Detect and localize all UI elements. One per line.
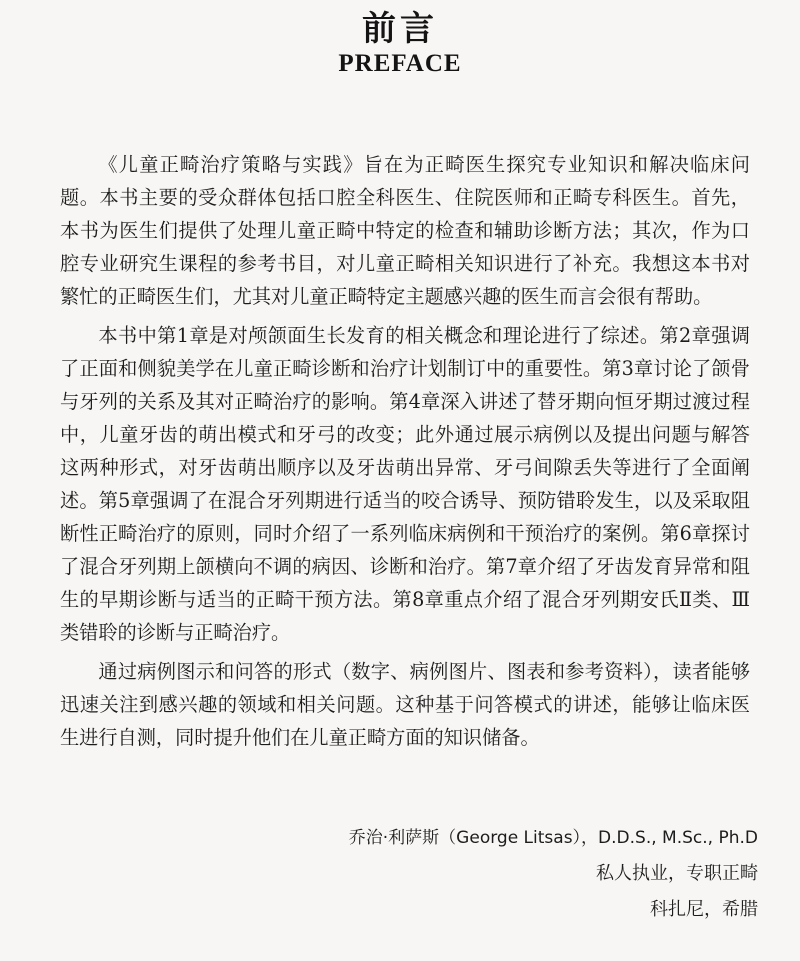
preface-body bbox=[60, 148, 750, 760]
author-name: 乔治·利萨斯（George Litsas），D.D.S., M.Sc., Ph.D bbox=[348, 828, 758, 848]
signature-block bbox=[349, 820, 758, 928]
title-chinese: 前言 bbox=[362, 9, 438, 49]
author-location: 科扎尼，希腊 bbox=[650, 899, 758, 920]
title-block bbox=[0, 8, 800, 78]
paragraph-1: 《儿童正畸治疗策略与实践》旨在为正畸医生探究专业知识和解决临床问题。本书主要的受众群体包括口腔全科医生、住院医师和正畸专科医生。首先，本书为医生们提供了处理儿童正畸中特定的检查和辅助诊断方法；其次，作为口腔专业研究生课程的参考书目，对儿童正畸相关知识进行了补充。我想这本书对繁忙的正畸医生们，尤其对儿童正畸特定主题感兴趣的医生而言会很有帮助。 bbox=[60, 153, 750, 308]
paragraph-3: 通过病例图示和问答的形式（数字、病例图片、图表和参考资料），读者能够迅速关注到感兴趣的领域和相关问题。这种基于问答模式的讲述，能够让临床医生进行自测，同时提升他们在儿童正畸方面的知识储备。 bbox=[60, 660, 750, 749]
paragraph-2: 本书中第1章是对颅颌面生长发育的相关概念和理论进行了综述。第2章强调了正面和侧貌美学在儿童正畸诊断和治疗计划制订中的重要性。第3章讨论了颌骨与牙列的关系及其对正畸治疗的影响。第4章深入讲述了替牙期向恒牙期过渡过程中，儿童牙齿的萌出模式和牙弓的改变；此外通过展示病例以及提出问题与解答这两种形式，对牙齿萌出顺序以及牙齿萌出异常、牙弓间隙丢失等进行了全面阐述。第5章强调了在混合牙列期进行适当的咬合诱导、预防错聆发生，以及采取阻断性正畸治疗的原则，同时介绍了一系列临床病例和干预治疗的案例。第6章探讨了混合牙列期上颌横向不调的病因、诊断和治疗。第7章介绍了牙齿发育异常和阻生的早期诊断与适当的正畸干预方法。第8章重点介绍了混合牙列期安氏Ⅱ类、Ⅲ类错聆的诊断与正畸治疗。 bbox=[60, 324, 750, 644]
author-position: 私人执业，专职正畸 bbox=[596, 863, 758, 884]
title-english: PREFACE bbox=[338, 50, 462, 77]
